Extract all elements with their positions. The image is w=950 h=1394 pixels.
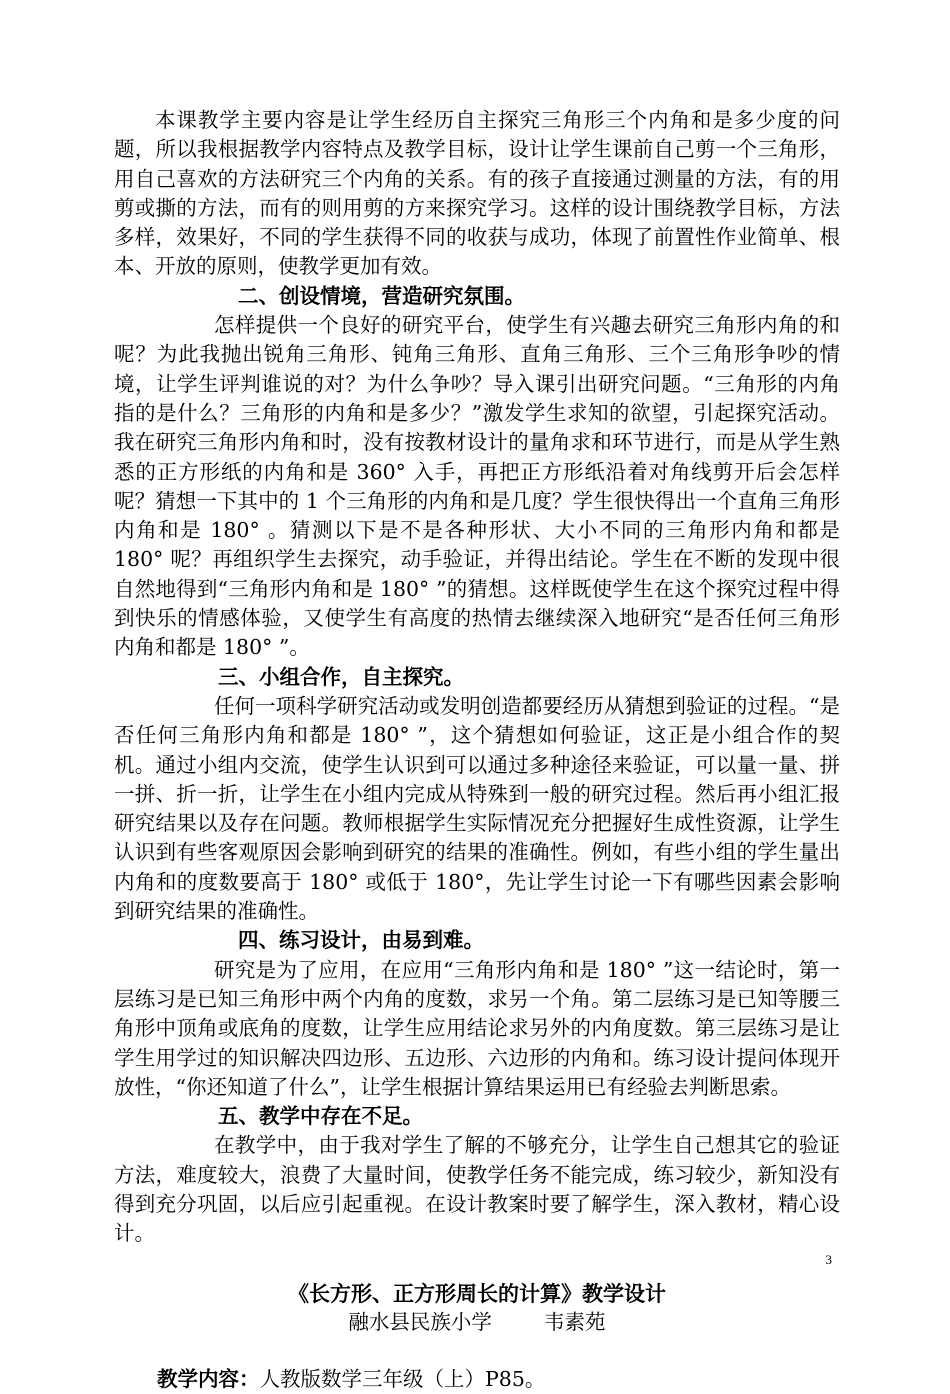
- paragraph-section-3: 任何一项科学研究活动或发明创造都要经历从猜想到验证的过程。“是否任何三角形内角和都是 180° ”，这个猜想如何验证，这正是小组合作的契机。通过小组内交流，使学生认识到可以通过多种途径来验证，可以量一量、拼一拼、折一折，让学生在小组内完成从特殊到一般的研究过程。然后再小组汇报研究结果以及存在问题。教师根据学生实际情况充分把握好生成性资源，让学生认识到有些客观原因会影响到研究的结果的准确性。例如，有些小组的学生量出内角和的度数要高于 180° 或低于 180°，先让学生讨论一下有哪些因素会影响到研究结果的准确性。: [114, 693, 840, 924]
- paragraph-section-4: 研究是为了应用，在应用“三角形内角和是 180° ”这一结论时，第一层练习是已知三角形中两个内角的度数，求另一个角。第二层练习是已知等腰三角形中顶角或底角的度数，让学生应用结论求另外的内角度数。第三层练习是让学生用学过的知识解决四边形、五边形、六边形的内角和。练习设计提问体现开放性，“你还知道了什么”，让学生根据计算结果运用已有经验去判断思索。: [114, 957, 840, 1099]
- lesson-author: 融水县民族小学 韦素苑: [348, 1309, 606, 1334]
- paragraph-section-2: 怎样提供一个良好的研究平台，使学生有兴趣去研究三角形内角的和呢？为此我抛出锐角三角形、钝角三角形、直角三角形、三个三角形争吵的情境，让学生评判谁说的对？为什么争吵？导入课引出研究问题。“三角形的内角指的是什么？三角形的内角和是多少？”激发学生求知的欲望，引起探究活动。我在研究三角形内角和时，没有按教材设计的量角求和环节进行，而是从学生熟悉的正方形纸的内角和是 360° 入手，再把正方形纸沿着对角线剪开后会怎样呢？猜想一下其中的 1 个三角形的内角和是几度？学生很快得出一个直角三角形内角和是 180° 。猜测以下是不是各种形状、大小不同的三角形内角和都是 180° 呢？再组织学生去探究，动手验证，并得出结论。学生在不断的发现中很自然地得到“三角形内角和是 180° ”的猜想。这样既使学生在这个探究过程中得到快乐的情感体验，又使学生有高度的热情去继续深入地研究“是否任何三角形内角和都是 180° ”。: [114, 313, 840, 660]
- page-number: 3: [825, 1252, 832, 1267]
- document-body: [114, 106, 840, 1394]
- paragraph-intro: 本课教学主要内容是让学生经历自主探究三角形三个内角和是多少度的问题，所以我根据教学内容特点及教学目标，设计让学生课前自己剪一个三角形，用自己喜欢的方法研究三个内角的关系。有的孩子直接通过测量的方法，有的用剪或撕的方法，而有的则用剪的方来探究学习。这样的设计围绕教学目标，方法多样，效果好，不同的学生获得不同的收获与成功，体现了前置性作业简单、根本、开放的原则，使教学更加有效。: [114, 108, 840, 279]
- lesson-title: 《长方形、正方形周长的计算》教学设计: [288, 1280, 666, 1306]
- lesson-content-value: 人教版数学三年级（上）P85。: [259, 1367, 546, 1392]
- lesson-content-label: 教学内容：: [157, 1367, 260, 1392]
- heading-section-3: 三、小组合作，自主探究。: [218, 664, 464, 689]
- heading-section-2: 二、创设情境，营造研究氛围。: [238, 283, 525, 308]
- lesson-content-line: [114, 1365, 840, 1394]
- heading-section-4: 四、练习设计，由易到难。: [238, 928, 484, 953]
- paragraph-section-5: 在教学中，由于我对学生了解的不够充分，让学生自己想其它的验证方法，难度较大，浪费了大量时间，使教学任务不能完成，练习较少，新知没有得到充分巩固，以后应引起重视。在设计教案时要了解学生，深入教材，精心设计。: [114, 1133, 840, 1246]
- heading-section-5: 五、教学中存在不足。: [218, 1104, 423, 1129]
